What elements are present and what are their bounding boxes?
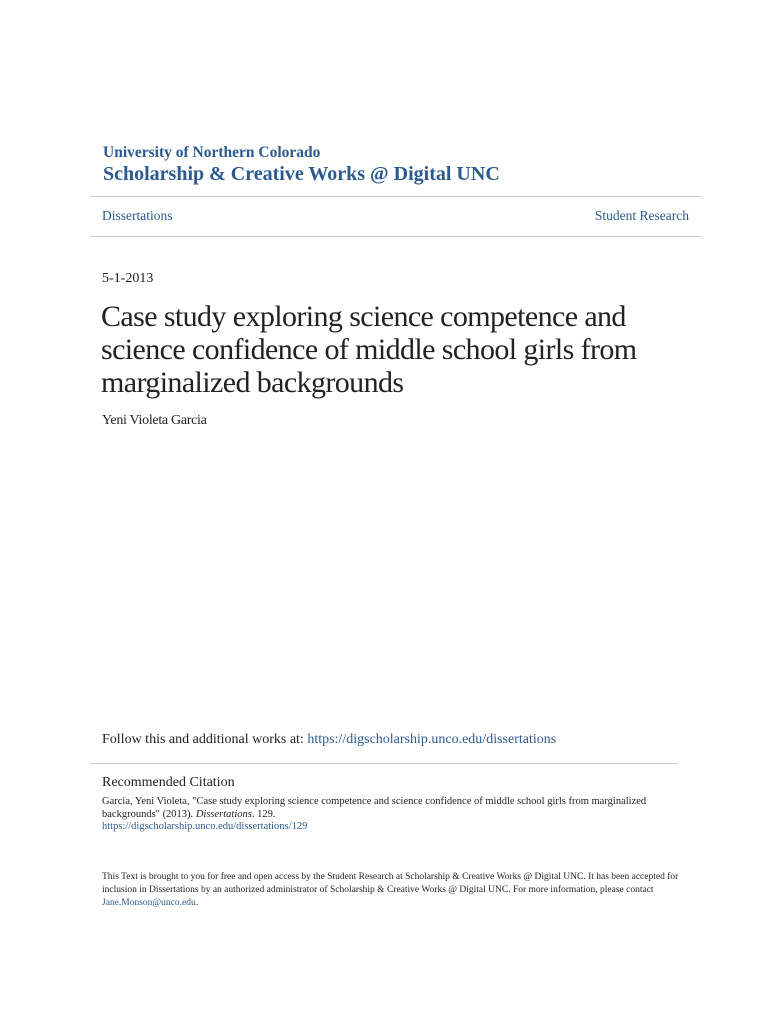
notice-end: . (195, 898, 199, 908)
institution-header (103, 144, 703, 186)
contact-email-link[interactable]: Jane.Monson@unco.edu (102, 898, 196, 908)
access-notice (102, 871, 682, 910)
notice-text: This Text is brought to you for free and open access by the Student Research at Scholarship & Creative Works @ Digital UNC. It has been accepted for inclusion in Dissertations by an authorized administrator of Scholarship & Creative Works @ Digital UNC. For more information, please contact (102, 872, 679, 895)
document-title: Case study exploring science competence and science confidence of middle school girls from marginalized backgrounds (101, 300, 637, 399)
publication-date: 5-1-2013 (102, 271, 154, 286)
citation-url-link[interactable]: https://digscholarship.unco.edu/dissertations/129 (102, 821, 308, 832)
collection-url-link[interactable]: https://digscholarship.unco.edu/dissertations (307, 732, 557, 747)
follow-line (102, 731, 556, 749)
student-research-link[interactable]: Student Research (594, 208, 689, 223)
dissertations-link[interactable]: Dissertations (102, 208, 173, 223)
repository-link[interactable]: Scholarship & Creative Works @ Digital UNC (103, 163, 500, 185)
citation-heading: Recommended Citation (102, 775, 235, 790)
citation-text-part1: Garcia, Yeni Violeta, "Case study exploring science competence and science confidence of middle school girls from marginalized backgrounds" (2013). (102, 796, 647, 820)
citation-text (102, 796, 662, 834)
citation-text-part2: . 129. (251, 808, 276, 820)
citation-divider (90, 763, 678, 764)
citation-series: Dissertations (195, 808, 252, 820)
institution-link[interactable]: University of Northern Colorado (103, 144, 321, 161)
collection-nav (102, 207, 689, 227)
author-name: Yeni Violeta Garcia (102, 413, 207, 428)
follow-label: Follow this and additional works at: (102, 732, 308, 747)
header-divider-top (90, 196, 701, 197)
header-divider-bottom (90, 236, 701, 237)
